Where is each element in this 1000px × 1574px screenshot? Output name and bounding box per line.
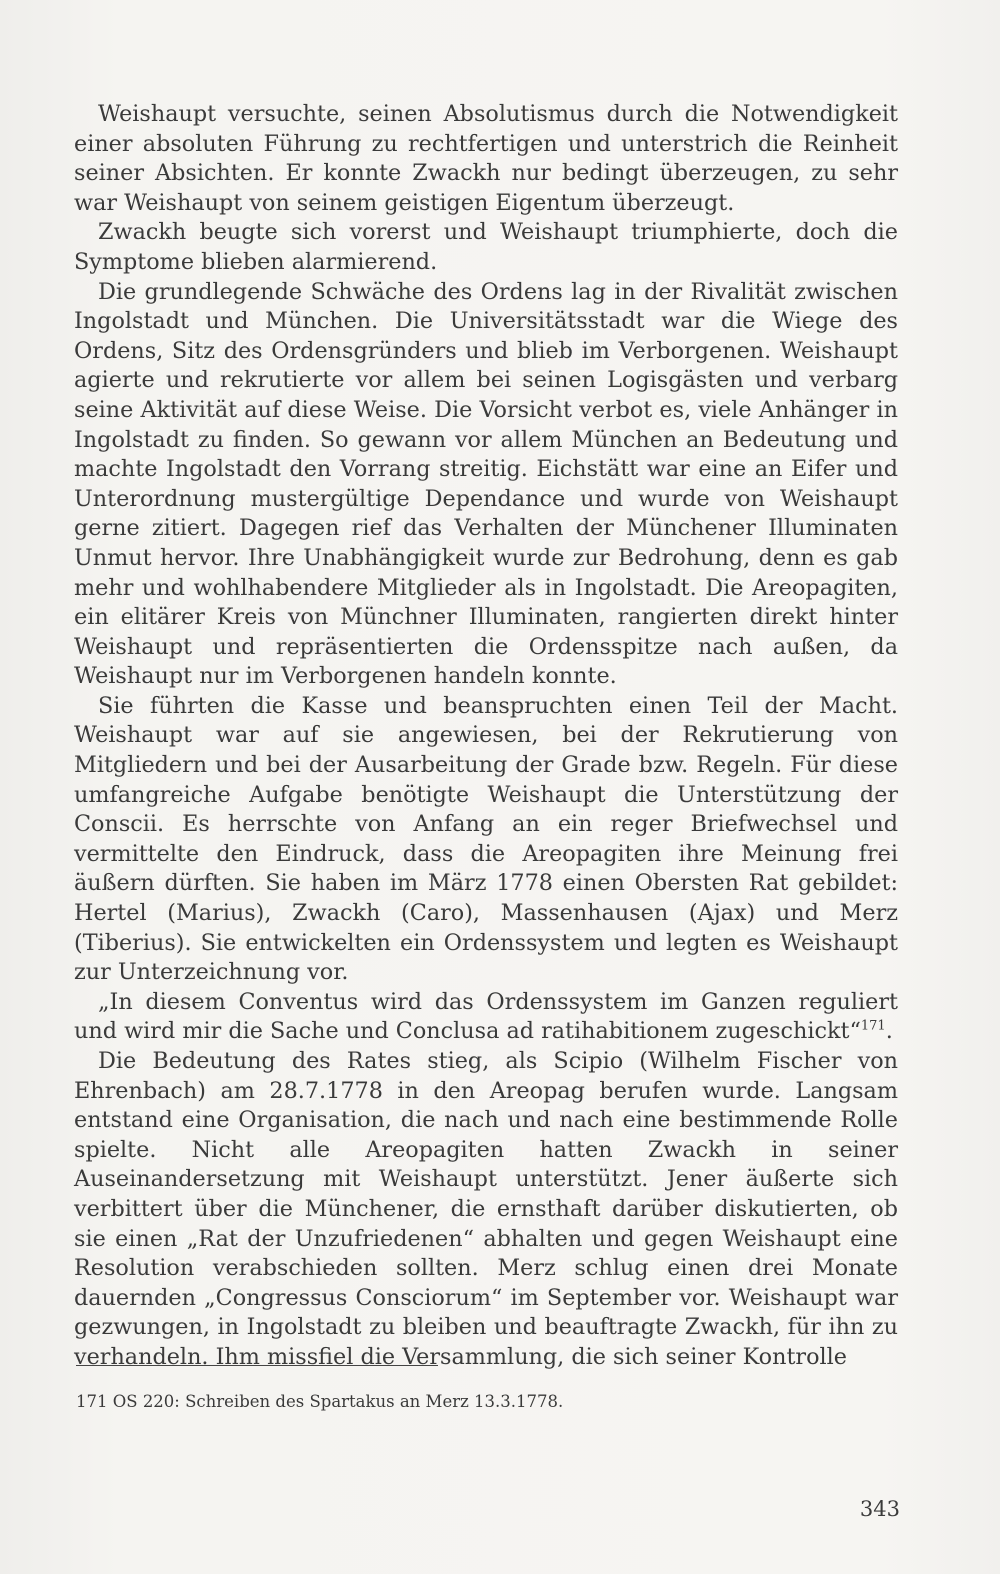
- body-text: [74, 100, 898, 1373]
- quote-end: .: [885, 1018, 893, 1045]
- paragraph: Sie führten die Kasse und beanspruchten einen Teil der Macht. Weishaupt war auf sie angewiesen, bei der Rekrutierung von Mitgliedern und bei der Ausarbeitung der Grade bzw. Regeln. Für diese umfangreiche Aufgabe benötigte Weishaupt die Unterstützung der Conscii. Es herrschte von Anfang an ein reger Briefwechsel und vermittelte den Eindruck, dass die Areopagiten ihre Meinung frei äußern dürften. Sie haben im März 1778 einen Obersten Rat gebildet: Hertel (Marius), Zwackh (Caro), Massenhausen (Ajax) und Merz (Tiberius). Sie entwickelten ein Ordenssystem und legten es Weishaupt zur Unterzeichnung vor.: [74, 692, 898, 986]
- footnote: 171 OS 220: Schreiben des Spartakus an Merz 13.3.1778.: [76, 1392, 564, 1411]
- paragraph: Zwackh beugte sich vorerst und Weishaupt triumphierte, doch die Symptome blieben alarmierend.: [74, 219, 898, 275]
- footnote-divider: [76, 1365, 438, 1366]
- footnote-reference: 171: [860, 1018, 886, 1034]
- paragraph: Die grundlegende Schwäche des Ordens lag in der Rivalität zwischen Ingolstadt und München. Die Universitätsstadt war die Wiege des Ordens, Sitz des Ordensgründers und blieb im Verborgenen. Weishaupt agierte und rekrutierte vor allem bei seinen Logisgästen und verbarg seine Aktivität auf diese Weise. Die Vorsicht verbot es, viele Anhänger in Ingolstadt zu finden. So gewann vor allem München an Bedeutung und machte Ingolstadt den Vorrang streitig. Eichstätt war eine an Eifer und Unterordnung mustergültige Dependance und wurde von Weishaupt gerne zitiert. Dagegen rief das Verhalten der Münchener Illuminaten Unmut hervor. Ihre Unabhängigkeit wurde zur Bedrohung, denn es gab mehr und wohlhabendere Mitglieder als in Ingolstadt. Die Areopagiten, ein elitärer Kreis von Münchner Illuminaten, rangierten direkt hinter Weishaupt und repräsentierten die Ordensspitze nach außen, da Weishaupt nur im Verborgenen handeln konnte.: [74, 278, 898, 690]
- quote-paragraph: [74, 988, 898, 1047]
- page-number: 343: [859, 1497, 900, 1521]
- paragraph: Die Bedeutung des Rates stieg, als Scipio (Wilhelm Fischer von Ehrenbach) am 28.7.1778 in den Areopag berufen wurde. Langsam entstand eine Organisation, die nach und nach eine bestimmende Rolle spielte. Nicht alle Areopagiten hatten Zwackh in seiner Auseinandersetzung mit Weishaupt unterstützt. Jener äußerte sich verbittert über die Münchener, die ernsthaft darüber diskutierten, ob sie einen „Rat der Unzufriedenen“ abhalten und gegen Weishaupt eine Resolution verabschieden sollten. Merz schlug einen drei Monate dauernden „Congressus Consciorum“ im September vor. Weishaupt war gezwungen, in Ingolstadt zu bleiben und beauftragte Zwackh, für ihn zu verhandeln. Ihm missfiel die Versammlung, die sich seiner Kontrolle: [74, 1048, 898, 1370]
- paragraph: Weishaupt versuchte, seinen Absolutismus durch die Notwendigkeit einer absoluten Führung zu rechtfertigen und unterstrich die Reinheit seiner Absichten. Er konnte Zwackh nur bedingt überzeugen, zu sehr war Weishaupt von seinem geistigen Eigentum überzeugt.: [74, 101, 898, 216]
- quote-text: „In diesem Conventus wird das Ordenssystem im Ganzen reguliert und wird mir die Sache und Conclusa ad ratihabitionem zugeschickt“: [74, 988, 898, 1045]
